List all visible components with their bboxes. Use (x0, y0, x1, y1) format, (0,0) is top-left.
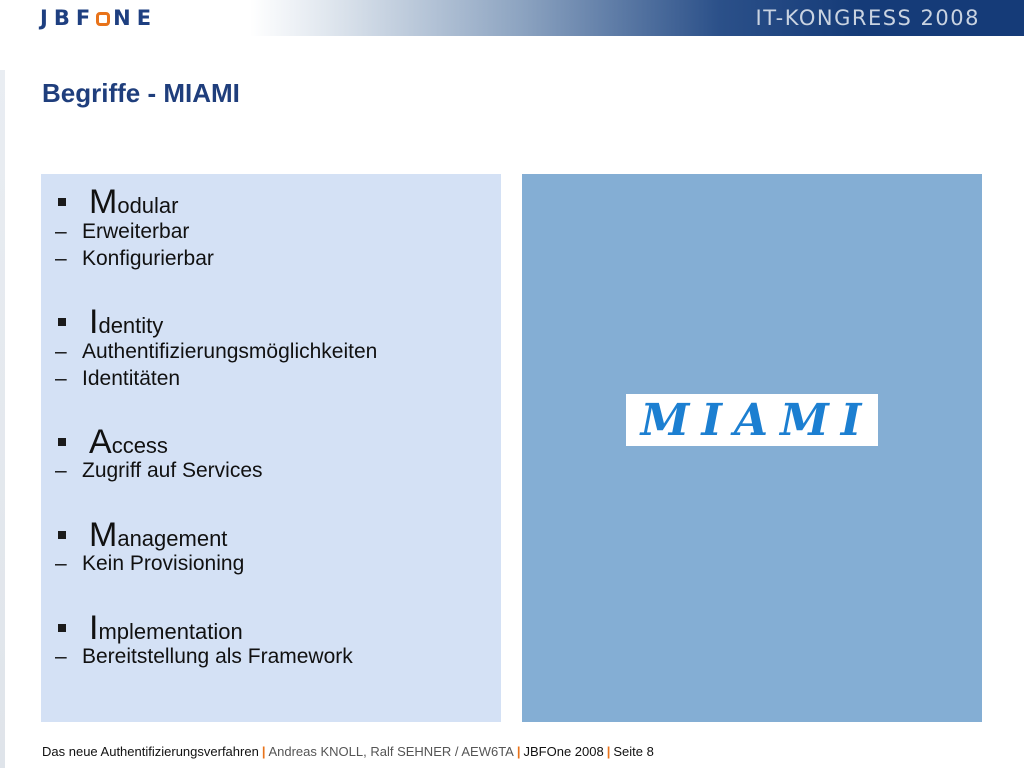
footer-event: JBFOne 2008 (523, 744, 604, 759)
footer-separator: | (606, 744, 611, 759)
bullet-initial: I (89, 302, 99, 341)
footer-authors: Andreas KNOLL, Ralf SEHNER / AEW6TA (268, 744, 514, 759)
sub-item-label: Bereitstellung als Framework (82, 645, 353, 668)
dash-icon: – (55, 220, 67, 243)
dash-icon: – (55, 645, 67, 668)
logo-o-icon (96, 12, 110, 26)
logo-prefix: JBF (40, 6, 97, 30)
slide-header (0, 0, 1024, 36)
left-edge-decoration (0, 70, 5, 768)
square-bullet-icon (58, 438, 66, 446)
bullet-initial: I (89, 608, 99, 647)
bullet-label: ccess (111, 432, 168, 458)
bullet-label: mplementation (98, 618, 243, 644)
sub-item-label: Konfigurierbar (82, 247, 214, 270)
sub-item-label: Erweiterbar (82, 220, 190, 243)
miami-logo (626, 394, 878, 446)
sub-item-label: Zugriff auf Services (82, 459, 263, 482)
bullet-initial: M (89, 515, 118, 554)
bullet-initial: A (89, 422, 112, 461)
dash-icon: – (55, 340, 67, 363)
footer-separator: | (261, 744, 266, 759)
square-bullet-icon (58, 318, 66, 326)
miami-logo-panel (522, 174, 982, 722)
miami-logo-text: MIAMI (640, 394, 874, 446)
dash-icon: – (55, 367, 67, 390)
sub-item-label: Identitäten (82, 367, 181, 390)
square-bullet-icon (58, 198, 66, 206)
bullet-label: dentity (98, 312, 164, 338)
page-title: Begriffe - MIAMI (42, 78, 240, 108)
bullet-label: anagement (117, 525, 228, 551)
term-list-panel (41, 174, 501, 722)
congress-title: IT-KONGRESS 2008 (755, 6, 980, 30)
logo-suffix: NE (113, 6, 158, 30)
jbfone-logo (40, 4, 157, 32)
dash-icon: – (55, 459, 67, 482)
slide-footer (42, 744, 654, 759)
bullet-initial: M (89, 182, 118, 221)
dash-icon: – (55, 247, 67, 270)
sub-item-label: Kein Provisioning (82, 552, 245, 575)
square-bullet-icon (58, 531, 66, 539)
square-bullet-icon (58, 624, 66, 632)
dash-icon: – (55, 552, 67, 575)
footer-topic: Das neue Authentifizierungsverfahren (42, 744, 259, 759)
footer-separator: | (516, 744, 521, 759)
sub-item-label: Authentifizierungsmöglichkeiten (82, 340, 378, 363)
footer-page-number: Seite 8 (613, 744, 654, 759)
bullet-label: odular (117, 192, 179, 218)
